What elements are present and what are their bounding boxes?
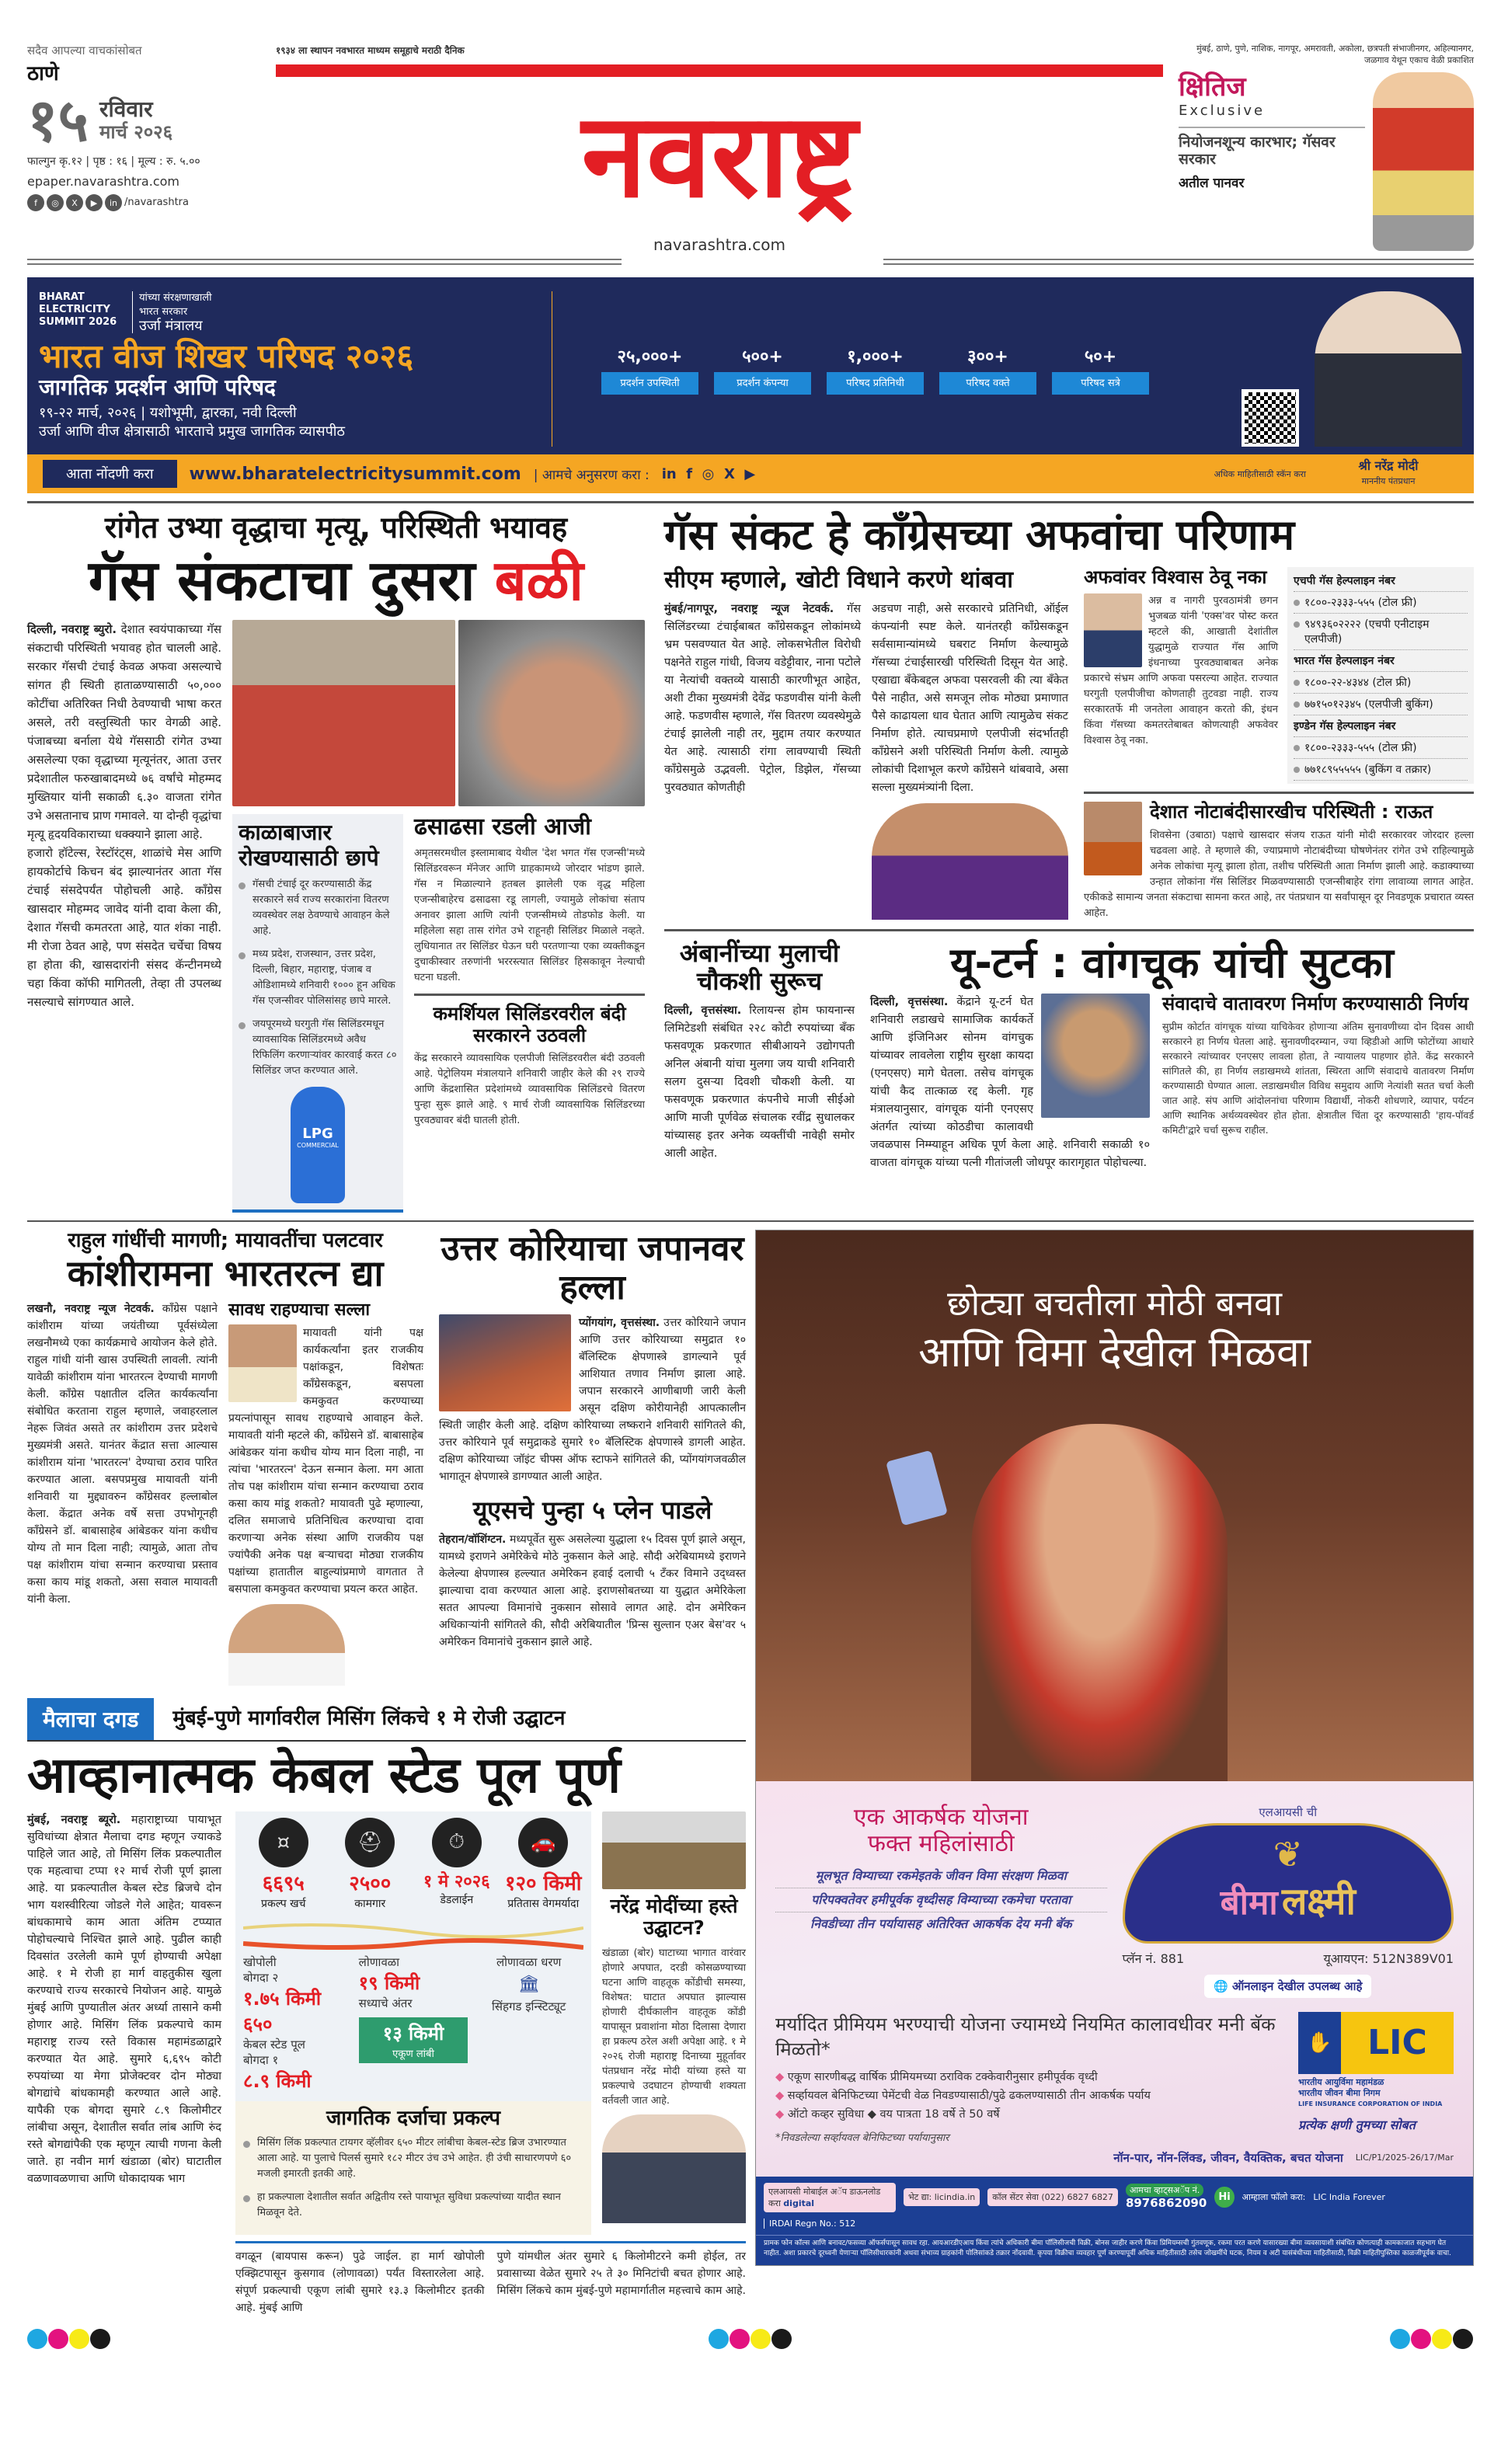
app-text: एलआयसी मोबाईल अॅप डाऊनलोड करा [768,2186,881,2208]
stat-value: १२० किमी [504,1871,582,1895]
instagram-icon[interactable]: ◎ [47,194,64,211]
stat-label: परिषद प्रतिनिधी [827,372,924,395]
congress-subhead: सीएम म्हणाले, खोटी विधाने करणे थांबवा [664,566,1014,594]
founded-line: १९३४ ला स्थापन नवभारत माध्यम समूहाचे मराठी दैनिक [276,45,465,56]
stopwatch-icon: ⏱ [432,1818,482,1867]
raid-point: जयपूरमध्ये घरगुती गॅस सिलिंडरमधून व्यावसायिक सिलिंडरमध्ये अवैध रिफिलिंग करणाऱ्यांवर कारवाई करत ८० सिलिंडर जप्त करण्यात आले. [239,1017,397,1079]
body-text: काँग्रेस पक्षाने कांशीराम यांच्या जयंतीच्या पूर्वसंध्येला लखनौमध्ये एका कार्यक्रमाचे आयोजन केले होते. राहुल गांधी यांनी खास उपस्थिती लावली. त्यांनी यावेळी कांशीराम यांना भारतरत्न देण्याची मागणी केली. काँग्रेस पक्षातील दलित कार्यकर्त्यांना संबोधित करताना राहुल म्हणाले, जवाहरलाल नेहरू जिवंत असते तर कांशीराम उत्तर प्रदेशचे मुख्यमंत्री असते. यानंतर केंद्रात सत्ता आल्यास कांशीराम यांना 'भारतरत्न' देण्याचा ठराव पारित करण्यात आला. बसपप्रमुख मायावती यांनी शनिवारी या मुद्द्यावरुन काँग्रेसवर हल्लाबोल केला. केंद्रात अनेक वर्षे सत्ता उपभोगूनही काँग्रेसने डॉ. बाबासाहेब आंबेडकर यांना कधीच योग्य तो मान दिला नाही; त्यामुळे, आता तोच पक्ष कांशीराम यांचा सन्मान करण्याचा प्रस्ताव कसा काय मांडू शकतो, असा सवाल मायावती यांनी केला. [27,1302,218,1606]
wangchuk-photo [1041,994,1150,1118]
editions: मुंबई, ठाणे, पुणे, नाशिक, नागपूर, अमरावती, अकोला, छत्रपती संभाजीनगर, अहिल्यानगर, जळगाव येथून एकाच वेळी प्रकाशित [1196,44,1474,65]
lic-headline-2: आणि विमा देखील मिळवा [918,1328,1311,1377]
social-row [662,466,755,482]
gas-story [27,511,645,1213]
lic-headline-1: छोट्या बचतीला मोठी बनवा [946,1283,1283,1324]
lic-feature: मूलभूत विम्याच्या रकमेइतके जीवन विमा संरक्षण मिळवा [775,1864,1107,1888]
call-center[interactable]: कॉल सेंटर सेवा (022) 6827 6827 [987,2188,1118,2206]
car-icon: 🚗 [518,1818,568,1867]
lic-name-hindi: भारतीय जीवन बीमा निगम [1298,2087,1381,2098]
section-rule [27,1220,1474,1222]
right-news [664,511,1474,1213]
world-class-point: हा प्रकल्पाला देशातील सर्वात अद्वितीय रस्ते पायाभूत सुविधा प्रकल्पांच्या यादीत स्थान मिळवून देते. [243,2190,583,2221]
linkedin-icon[interactable]: in [105,194,122,211]
body-text: रिलायन्स होम फायनान्स लिमिटेडशी संबंधित २२८ कोटी रुपयांच्या बँक फसवणूक प्रकरणात सीबीआयने उद्योगपती अनिल अंबानी यांचा मुलगा जय याची शनिवारी सलग दुसऱ्या दिवशी चौकशी केली. या फसवणूक प्रकरणात कंपनीचे माजी सीईओ आणि माजी पूर्णवेळ संचालक रवींद्र सुधालकर यांच्यासह इतर अनेक व्यक्तींची नावेही समोर आली आहेत. [664,1004,855,1161]
map-current-label: सध्याचे अंतर [358,1996,413,2010]
fadnavis-photo [872,803,1068,920]
raid-point: मध्य प्रदेश, राजस्थान, उत्तर प्रदेश, दिल्ली, बिहार, महाराष्ट्र, पंजाब व ओडिशामध्ये शनिवारी १००० हून अधिक गॅस एजन्सीवर पोलिसांसह छापे मारले. [239,947,397,1009]
world-class-title: जागतिक दर्जाचा प्रकल्प [326,2106,501,2130]
congress-headline: गॅस संकट हे काँग्रेसच्या अफवांचा परिणाम [664,510,1295,559]
wangchuk-story [870,939,1474,1172]
stat-value: १ मे २०२६ [423,1871,490,1892]
stat-value: ६६९५ [262,1871,305,1895]
raut-photo [1084,802,1142,875]
modi-inauguration-body: खंडाळा (बोर) घाटाच्या भागात वारंवार होणारे अपघात, दरडी कोसळण्याच्या घटना आणि वाहतूक कोंडीची समस्या, विशेषत: घाटात अपघात झाल्यास होणारी दीर्घकालीन वाहतूक कोंडी यापासून प्रवाशांना मोठा दिलासा देणारा हा प्रकल्प ठरेल अशी अपेक्षा आहे. १ मे २०२६ रोजी महाराष्ट्र दिनाच्या मुहूर्तावर पंतप्रधान नरेंद्र मोदी यांच्या हस्ते या प्रकल्पाचे उदघाटन होण्याची शक्यता वर्तवली जात आहे. [602,1947,746,2107]
lic-feature: निवडीच्या तीन पर्यायासह अतिरिक्त आकर्षक देय मनी बॅक [810,1916,1072,1931]
plan-name-a: बीमा [1220,1882,1278,1923]
stat-label: परिषद वक्ते [939,372,1036,395]
divider [414,994,645,996]
route-map [235,1917,591,2101]
butterfly-icon: ❦ [1273,1832,1304,1875]
helpline-box [1287,567,1474,784]
ministry-text: उर्जा मंत्रालय [139,318,203,334]
govt-emblem-block [132,291,211,333]
registration-dot-black [90,2329,110,2349]
us-body [439,1531,746,1651]
body-text: मध्यपूर्वेत सुरू असलेल्या युद्धाला १५ दिवस पूर्ण झाले असून, यामध्ये इराणने अमेरिकेचे मोठे नुकसान केले आहे. सौदी अरेबियामध्ये इराणने केलेल्या क्षेपणास्त्र हल्ल्यात अमेरिकन हवाई दलाची ५ टँकर विमाने उद्ध्वस्त झाल्याचा दावा करण्यात आला आहे. इराणसोबतच्या या युद्धात अमेरिकेला सतत आपल्या विमानांचे नुकसान सोसावे लागत आहे. दोन अमेरिकन अधिकाऱ्यांनी सांगितले की, सौदी अरेबियातील 'प्रिन्स सुल्तान एअर बेस'वर ५ अमेरिकन विमानांचे नुकसान झाले आहे. [439,1533,746,1648]
month-year: मार्च २०२६ [99,120,173,143]
rumor-title: अफवांवर विश्वास ठेवू नका [1084,566,1267,589]
wangchuk-headline: यू-टर्न : वांगचूक यांची सुटका [950,938,1394,987]
cartoon-brand: क्षितिज [1179,71,1246,103]
stat-label: प्रदर्शन उपस्थिती [601,372,698,395]
x-icon[interactable]: X [66,194,83,211]
plan-uin: यूआयएन: 512N389V01 [1323,1951,1454,1966]
stat-value: ३००+ [967,346,1008,367]
lic-social-handle[interactable]: LIC India Forever [1313,2192,1385,2203]
wangchuk-body [870,994,1150,1172]
us-headline: यूएसचे पुन्हा ५ प्लेन पाडले [472,1495,712,1526]
registration-dot-black [1453,2329,1473,2349]
social-icons [27,194,260,211]
stat-deadline [415,1818,499,1911]
registration-dot-cyan [709,2329,729,2349]
summit-subtitle: जागतिक प्रदर्शन आणि परिषद [39,374,276,401]
gas-headline-red: बळी [494,547,584,613]
ad-footer-bar [27,454,1474,493]
info-stats [235,1811,591,1917]
lic-name-marathi: भारतीय आयुर्विमा महामंडळ [1298,2076,1384,2087]
raid-point: गॅसची टंचाई दूर करण्यासाठी केंद्र सरकारने सर्व राज्य सरकारांना वितरण व्यवस्थेवर लक्ष ठेवण्याचे आवाहन केले आहे. [239,877,397,939]
dateline: दिल्ली, नवराष्ट्र ब्युरो. [27,622,117,637]
app-download-button[interactable] [764,2183,896,2212]
premium-line: मर्यादित प्रीमियम भरण्याची योजना ज्यामध्ये नियमित कालावधीवर मनी बॅक मिळतो* [775,2013,1276,2060]
registration-marks [27,2316,1474,2375]
summit-url[interactable]: www.bharatelectricitysummit.com [189,464,521,484]
cylinders-photo [232,620,455,806]
stat-label: प्रतितास वेगमर्यादा [507,1897,580,1910]
commercial-title: कमर्शियल सिलिंडरवरील बंदी सरकारने उठवली [433,1002,626,1046]
link-kicker: मुंबई-पुणे मार्गावरील मिसिंग लिंकचे १ मे रोजी उद्घाटन [172,1706,566,1730]
qr-code[interactable] [1242,389,1299,447]
lic-logo [1298,2012,1454,2074]
modi-column [602,1811,746,2235]
stat-label: कामगार [354,1897,386,1910]
stat-value: २५,०००+ [617,346,683,367]
lic-features [775,1864,1107,1936]
stat-value: ५०+ [1084,346,1117,367]
stat-speakers [939,344,1036,395]
electricity-summit-ad[interactable] [27,277,1474,493]
summit-title: भारत वीज शिखर परिषद २०२६ [39,337,414,375]
money-notes-icon [886,1450,948,1526]
dateline: मुंबई, नवराष्ट्र ब्यूरो. [27,1813,121,1826]
lic-bullet: ◆ एकूण सारणीबद्ध वार्षिक प्रीमियमच्या ठराविक टक्केवारीनुसार हमीपूर्वक वृध्दी [775,2070,1098,2083]
modi-photo [602,2114,746,2223]
body-text: देशात स्वयंपाकाच्या गॅस संकटाची परिस्थिती भयावह होत चालली आहे. सरकार गॅसची टंचाई केवळ अफवा असल्याचे सांगत ही स्थिती हाताळण्यासाठी ५०,००० कोटींचा अतिरिक्त निधी ठेवण्याची भाषा करत असले, तरी वस्तुस्थिती फार वेगळी आहे. पंजाबच्या बर्नाला येथे गॅससाठी रांगेत उभ्या असलेल्या एका वृद्धाच्या मृत्यूनंतर, आता उत्तर प्रदेशातील फरुखाबादमध्ये ७६ वर्षांचे मोहम्मद मुख्तियार यांनी सकाळी ६.३० वाजता रांगेत उभे असतानाच प्राण गमावले. या दोन्ही वृद्धांचा मृत्यू हृदयविकाराच्या धक्क्याने झाला आहे. [27,622,221,842]
lic-feature: परिपक्वतेवर हमीपूर्वक वृध्दीसह विम्याच्या रकमेचा परतावा [775,1888,1107,1912]
body-text: हजारो हॉटेल्स, रेस्टॉरंट्स, शाळांचे मेस आणि हायकोर्टाचे किचन बंद झाल्यानंतर आता गॅस टंचाई संसदेपर्यंत पोहोचली आहे. काँग्रेस खासदार मोहम्मद जावेद यांनी दावा केला की, देशात गॅसची कमतरता आहे, यात शंका नाही. मी रोजा ठेवत आहे, पण संसदेत चर्चेचा विषय हा होता की, खासदारांनी संसद कॅन्टीनमध्ये चहा किंवा कॉफी मागितली, तेव्हा ती उपलब्ध नसल्याचे सांगण्यात आले. [27,846,221,1010]
missing-link-strip [27,1698,746,1742]
lpg-label: LPG [302,1125,333,1142]
registration-dot-magenta [1411,2329,1431,2349]
header-info [27,43,260,254]
whatsapp-block[interactable] [1126,2184,1207,2210]
date-block [27,86,260,154]
cartoon-block [1179,72,1474,251]
youtube-icon[interactable]: ▶ [744,465,756,482]
congress-body-col2: अडचण नाही, असे सरकारचे प्रतिनिधी, ऑईल कंपन्यांनी स्पष्ट केले. यानंतरही काँग्रेसकडून सर्वसामान्यांमध्ये घबराट निर्माण केल्यामुळे गॅसच्या टंचाईसारखी परिस्थिती दिसून येत आहे. एखाद्या बँकेबद्दल अफवा पसरवली की त्या बँकेत पैसे नाहीत, असे समजून लोक मोठ्या प्रमाणात पैसे काढायला धाव घेतात आणि त्यामुळेच संकट निर्माण होते. त्याचप्रमाणे एलपीजी संदर्भातही काँग्रेसने अशी परिस्थिती निर्माण केली. त्यामुळे लोकांची दिशाभूल करणे काँग्रेसने थांबवावे, असा सल्ला मुख्यमंत्र्यांनी दिला. [872,602,1068,794]
route-lines [243,1920,583,1951]
pm-name: श्री नरेंद्र मोदी [1358,458,1419,473]
whatsapp-label: आमचा व्हाट्सअॅप नं. [1126,2184,1203,2197]
patron-text: यांच्या संरक्षणाखाली [139,292,212,304]
bridge-photo [602,1811,746,1889]
stat-value: ५००+ [742,346,783,367]
header-right [1179,43,1474,254]
mayawati-side-title: सावध राहण्याचा सल्ला [228,1300,371,1320]
helpline-number: ९४९३६०२२२२ (एचपी एनीटाइम एलपीजी) [1294,614,1468,650]
lic-disclaimer: प्रामक फोन कॉल्स आणि बनावट/फसव्या ऑफर्सपासून सावध रहा. आयआरडीएआय किंवा त्यांचे अधिकारी बीमा पॉलिसीजची विक्री, बोनस जाहीर करणे किंवा प्रिमियम्सची गुंतवणूक, रकमा परत करणे यासारख्या बीमा व्यवसायाशी संबंधित कोणत्याही कामकाजात सहभाग घेत नाहीत. अशा प्रकारचे दूरध्वनी येणाऱ्या पॉलिसीधारकांनी अथवा संभाव्य ग्राहकांनी पोलिसांकडे तक्रार नोंदवावी. कृपया विक्रीचा व्यवहार पूर्ण करण्यापूर्वी अधिक माहितीसाठी तसेच जोखमींचे घटक, नियम व अटी यासंबंधीच्या माहितीसाठी, विक्री माहितीपुस्तिका काळजीपूर्वक वाचा. [756,2235,1473,2265]
plan-number: प्लॅन नं. 881 [1122,1951,1185,1966]
header [27,0,1474,254]
registration-dot-cyan [1390,2329,1410,2349]
x-icon[interactable]: X [723,465,735,482]
kanshiram-story [27,1230,423,1686]
helpline-number: ७७१८९५५५५५ (बुकिंग व तक्रार) [1294,759,1468,781]
ad-pink-panel [756,1781,1473,2177]
lpg-sublabel: COMMERCIAL [297,1141,339,1149]
kanshiram-body [27,1300,218,1686]
facebook-icon[interactable]: f [27,194,44,211]
masthead [276,64,1163,235]
section-lower [27,1230,1474,2316]
map-current-distance: १९ किमी [358,1972,420,1994]
section-top-news [27,511,1474,1213]
map-lonavala: लोणावळा [358,1954,400,1969]
section-rule [27,501,1474,503]
stat-cost [242,1818,326,1911]
pm-title: माननीय पंतप्रधान [1361,476,1416,486]
old-route [243,1925,583,1937]
map-sinhgad: सिंहगड इन्स्टिट्यूट [491,1999,566,2013]
globe-icon: 🌐 [1214,1979,1232,1993]
stat-label: प्रकल्प खर्च [261,1897,306,1910]
ad-photo-background [756,1230,1473,1781]
korea-headline: उत्तर कोरियाचा जपानवर हल्ला [441,1228,744,1308]
lic-offer-1: एक आकर्षक योजना [853,1803,1029,1831]
qr-caption: अधिक माहितीसाठी स्कॅन करा [1214,468,1306,479]
link-body [27,1811,221,2316]
lic-wordmark: LIC [1341,2012,1454,2074]
edition-city: ठाणे [27,62,59,85]
money-icon: ¤ [259,1818,308,1867]
registration-dot-black [771,2329,792,2349]
elderly-woman-photo [458,620,645,806]
lic-bullet-text: एकूण सारणीबद्ध वार्षिक प्रीमियमच्या ठराविक टक्केवारीनुसार हमीपूर्वक वृध्दी [787,2070,1098,2083]
summit-tagline: उर्जा आणि वीज क्षेत्रासाठी भारताचे प्रमुख जागतिक व्यासपीठ [39,423,345,440]
raids-title: काळाबाजार रोखण्यासाठी छापे [239,820,379,871]
raut-title: देशात नोटाबंदीसारखीच परिस्थिती : राऊत [1150,801,1433,823]
stat-value: २५०० [349,1871,392,1895]
gas-kicker: रांगेत उभ्या वृद्धाचा मृत्यू, परिस्थिती भयावह [104,510,568,545]
stat-speed [502,1818,586,1911]
instagram-icon[interactable]: ◎ [702,465,715,482]
kanshiram-headline: कांशीरामना भारतरत्न द्या [67,1251,384,1294]
congress-story [664,567,1068,921]
govt-text: भारत सरकार [139,306,188,318]
registration-dot-yellow [1432,2329,1452,2349]
plan-type: नॉन-पार, नॉन-लिंक्ड, जीवन, वैयक्तिक, बचत योजना [1113,2150,1343,2165]
mayawati-photo [228,1324,297,1402]
congress-body-col1 [664,600,861,920]
modi-inauguration-title: नरेंद्र मोदींच्या हस्ते उद्घाटन? [610,1894,738,1940]
stat-sessions [1052,344,1149,395]
korea-us-column [439,1230,746,1686]
missile-launch-photo [439,1314,571,1411]
weekday: रविवार [99,96,153,122]
irdai-reg: IRDAI Regn No.: 512 [764,2219,855,2229]
stat-delegates [827,344,924,395]
cartoon-illustration [1373,72,1474,251]
lic-slogan: प्रत्येक क्षणी तुमच्या सोबत [1298,2117,1416,2132]
bima-lakshmi-logo [1123,1823,1454,1944]
commercial-body: केंद्र सरकारने व्यावसायिक एलपीजी सिलिंडरवरील बंदी उठवली आहे. पेट्रोलियम मंत्रालयाने शनिवारी जाहीर केले की २९ राज्ये आणि केंद्रशासित प्रदेशांमध्ये व्यावसायिक सिलिंडरचे वितरण पुन्हा सुरू झाले आहे. ९ मार्च रोजी व्यावसायिक सिलिंडरच्या पुरवठ्यावर बंदी घातली होती. [414,1053,645,1127]
header-rules [27,259,1474,265]
lic-name-english: LIFE INSURANCE CORPORATION OF INDIA [1298,2100,1443,2107]
plan-name-b: लक्ष्मी [1281,1879,1356,1923]
aaji-title: ढसाढसा रडली आजी [414,813,591,841]
new-route [243,1940,583,1947]
helpline-number: ७७१५०१२३४५ (एलपीजी बुकिंग) [1294,694,1468,715]
korea-body [439,1314,746,1485]
epaper-link[interactable]: epaper.navarashtra.com [27,174,179,190]
bhujbal-photo [1084,593,1142,667]
stat-workers [329,1818,413,1911]
body-text: महाराष्ट्राच्या पायाभूत सुविधांच्या क्षेत्रात मैलाचा दगड म्हणून ज्याकडे पाहिले जात आहे, तो मिसिंग लिंक प्रकल्पातील एक महत्वाचा टप्पा १२ मार्च रोजी पूर्ण झाला आहे. या प्रकल्पातील केबल स्टेड ब्रिजचे दोन भाग यशस्वीरित्या जोडले गेले आहेत; यावरून बांधकामाचे काम आता अंतिम टप्प्यात पोहोचल्याचे निश्चित झाले आहे. पुढील काही दिवसांत उरलेली कामे पूर्ण होण्याची अपेक्षा आहे. १ मे रोजी हा मार्ग वाहतुकीस खुला करण्याचे राज्य सरकारचे नियोजन आहे. यामुळे मुंबई आणि पुण्यातील अंतर अर्ध्या तासाने कमी होणार आहे. मिसिंग लिंक प्रकल्पाचे काम महाराष्ट्र राज्य रस्ते विकास महामंडळाद्वारे करण्यात येत आहे. सुमारे ६,६९५ कोटी रुपयांच्या या मेगा प्रोजेक्टवर दोन मोठ्या बोगद्यांचे बांधकामही करण्यात आले आहे. यापैकी एक बोगदा सुमारे ८.९ किलोमीटर लांबीचा असून, देशातील सर्वात लांब आणि रुंद रस्ते बोगद्यांपैकी एक म्हणून त्याची गणना केली जाते. हा नवीन मार्ग खंडाळा (बोर) घाटातील वळणावळणाचा आणि धोकादायक भाग [27,1813,221,2185]
map-tunnel2: बोगदा २ [243,1970,279,1985]
lic-bima-lakshmi-ad[interactable] [755,1230,1474,2266]
helpline-number: १८००-२२-४३४४ (टोल फ्री) [1294,672,1468,694]
whatsapp-hi-icon: Hi [1214,2187,1234,2208]
stat-visitors [601,344,698,395]
raut-story [1084,802,1474,921]
lic-footer [756,2177,1473,2265]
pm-photo [1315,291,1462,447]
map-tunnel1-length: ८.९ किमी [243,2069,312,2092]
aaji-body: अमृतसरमधील इस्लामाबाद येथील 'देश भगत गॅस एजन्सी'मध्ये सिलिंडरवरून मॅनेजर आणि ग्राहकामध्ये जोरदार भांडण झाले. गॅस न मिळाल्याने हतबल झालेली एक वृद्ध महिला एजन्सीबाहेरच ढसाढसा रडू लागली, ज्यामुळे लोकांचा संताप अनावर झाला आणि त्यांनी एजन्सीमध्ये तोडफोड केली. या महिलेला सहा तास रांगेत उभे राहूनही सिलिंडर मिळाले नव्हते. लुधियानात तर सिलिंडर घेऊन घरी परतणाऱ्या एका व्यक्तीकडून दुचाकीस्वार तरुणांनी भररस्त्यात सिलिंडर हिसकावून नेल्याची घटना घडली. [414,847,645,983]
total-length-box [359,2017,468,2063]
masthead-block [276,43,1163,254]
linkedin-icon[interactable]: in [661,465,677,482]
divider [1084,792,1474,794]
raut-body: शिवसेना (उबाठा) पक्षाचे खासदार संजय राऊत यांनी मोदी सरकारवर जोरदार हल्ला चढवला आहे. ते म्हणाले की, ज्याप्रमाणे नोटाबंदीच्या घोषणेनंतर रांगेत उभे राहिल्यामुळे अनेक लोकांचा मृत्यू झाला होता, तशीच परिस्थिती आता निर्माण झाली आहे. कडाक्याच्या उन्हात लोकांना गॅस सिलिंडर मिळवण्यासाठी एजन्सीबाहेर रांगा लावाव्या लागत आहेत. एकीकडे सामान्य जनता संकटाचा सामना करत आहे, तर पंतप्रधान या सर्वांपासून दूर निवडणूक प्रचारात व्यस्त आहेत. [1084,829,1474,919]
dateline: दिल्ली, वृत्तसंस्था. [664,1004,742,1018]
woman-photo [971,1424,1228,1781]
lic-bullet: ◆ सर्व्हायवल बेनिफिटच्या पेमेंटची वेळ निवडण्यासाठी/पुढे ढकलण्यासाठी तीन आकर्षक पर्याय [775,2089,1151,2102]
map-dam: लोणावळा धरण [496,1954,562,1969]
visit-link[interactable]: भेट द्या: licindia.in [904,2188,980,2206]
cartoon-artist: अतील पानवर [1179,175,1245,191]
social-handle: /navarashtra [124,197,189,209]
youtube-icon[interactable]: ▶ [85,194,103,211]
lic-footnote: *निवडलेल्या सर्व्हायवल बेनिफिटच्या पर्यायानुसार [775,2132,949,2144]
body-text: केंद्राने यू-टर्न घेत शनिवारी लडाखचे सामाजिक कार्यकर्ते आणि इंजिनिअर सोनम वांगचुक यांच्यावर लावलेला राष्ट्रीय सुरक्षा कायदा (एनएसए) मागे घेतला. तसेच वांगचूक यांची कैद तात्काळ रद्द केली. गृह मंत्रालयानुसार, वांगचूक यांनी एनएसए अंतर्गत त्यांच्या कोठडीचा कालावधी जवळपास निम्म्याहून अधिक पूर्ण केला आहे. शनिवारी सकाळी १० वाजता वांगचूक यांच्या पत्नी गीतांजली जोधपूर कारागृहात पोहोचल्या. [870,995,1150,1169]
institute-icon: 🏛 [517,1974,540,1994]
cartoon-caption: नियोजनशून्य कारभार; गॅसवर सरकार [1179,127,1365,169]
link-body-bottom-1: वगळून (बायपास करून) पुढे जाईल. हा मार्ग खोपोली एक्झिटपासून कुसगाव (लोणावळा) पर्यंत विस्तारलेला आहे. संपूर्ण प्रकल्पाची एकूण लांबी सुमारे १३.३ किलोमीटर इतकी आहे. मुंबई आणि [235,2250,485,2314]
registration-dot-yellow [750,2329,771,2349]
wangchuk-side: सुप्रीम कोर्टात वांगचूक यांच्या याचिकेवर होणाऱ्या अंतिम सुनावणीच्या दोन दिवस आधी सरकारने हा निर्णय घेतला आहे. सुनावणीदरम्यान, ज्या व्हिडीओ आणि फोटोंच्या आधारे सरकारने त्यांच्यावर एनएसए लावला होता, ते न्यायालय पाहणार होते. केंद्र सरकारने सांगितले की, हा निर्णय लडाखमध्ये शांतता, स्थिरता आणि संवादाचे वातावरण निर्माण करण्यासाठी घेण्यात आला. लडाखमधील विविध समुदाय आणि नेत्यांशी सतत चर्चा केली जात आहे. संप आणि आंदोलनांचा परिणाम विद्यार्थी, नोकरी शोधणारे, व्यापार, पर्यटन आणि स्थानिक अर्थव्यवस्थेवर होत होता. क्षेत्रातील चिंता दूर करण्यासाठी 'हाय-पॉवर्ड कमिटी'द्वारे चर्चा सुरूच राहील. [1162,1021,1474,1136]
total-length: १३ किमी [382,2022,444,2045]
online-text: ऑनलाइन देखील उपलब्ध आहे [1231,1979,1363,1993]
registration-dot-yellow [69,2329,89,2349]
pm-caption [1318,459,1458,489]
online-badge [1204,1975,1371,1998]
lic-bullets [775,2068,1283,2124]
body-text: उत्तर कोरियाने जपान आणि उत्तर कोरियाच्या समुद्रात १० बॅलिस्टिक क्षेपणास्त्रे डागल्याने पूर्व आशियात तणाव निर्माण झाला आहे. जपान सरकारने आणीबाणी जारी केली असून दक्षिण कोरीयानेही आपत्कालीन स्थिती जाहीर केली आहे. दक्षिण कोरियाच्या लष्कराने शनिवारी सांगितले की, उत्तर कोरियाने पूर्व समुद्राकडे सुमारे १० बॅलिस्टिक क्षेपणास्त्रे डागली आहेत. दक्षिण कोरियाच्या जॉइंट चीफ्स ऑफ स्टाफने सांगितले की, प्योंगयांगजवळील भागातून क्षेपणास्त्रे डागण्यात आली आहेत. [439,1317,746,1484]
dateline: प्योंगयांग, वृत्तसंस्था. [579,1317,660,1330]
rahul-gandhi-photo [228,1604,345,1686]
divider [664,929,1474,931]
world-class-point: मिसिंग लिंक प्रकल्पात टायगर व्हॅलीवर ६५० मीटर लांबीचा केबल-स्टेड ब्रिज उभारण्यात आला आहे. या पुलाचे पिलर्स सुमारे १८२ मीटर उंच उभे आहेत. ही उंची साधारणपणे ६० मजली इमारती इतकी आहे. [243,2135,583,2182]
masthead-logo: नवराष्ट्र [581,89,858,224]
follow-label: | आमचे अनुसरण करा : [533,467,650,483]
helpline-number: १८००-२३३३-५५५ (टोल फ्री) [1294,737,1468,759]
header-rule-right [883,259,1474,265]
whatsapp-number: 8976862090 [1125,2196,1207,2211]
stat-label: प्रदर्शन कंपन्या [714,372,811,395]
ambani-headline: अंबानींच्या मुलाची चौकशी सुरूच [679,938,840,997]
raids-box [232,814,403,1212]
tagline-left: सदैव आपल्या वाचकांसोबत [27,44,142,57]
header-rule-left [27,259,622,265]
lower-left [27,1230,746,2316]
summit-logo: BHARAT ELECTRICITY SUMMIT 2026 [39,291,117,328]
dateline: दिल्ली, वृत्तसंस्था. [870,995,949,1008]
lic-offer-2: फक्त महिलांसाठी [867,1830,1015,1858]
map-khopoli: खोपोली [243,1954,277,1969]
link-body-bottom-2: पुणे यांमधील अंतर सुमारे ६ किलोमीटरने कमी होईल, तर प्रवासाच्या वेळेत सुमारे २५ ते ३० मिनिटांची बचत होणार आहे. मिसिंग लिंकचे काम मुंबई-पुणे महामार्गातील महत्त्वाचे काम आहे. [496,2250,746,2297]
map-tunnel1: बोगदा १ [243,2052,279,2067]
helpline-title: इण्डेन गॅस हेल्पलाइन नंबर [1294,715,1468,737]
dateline: मुंबई/नागपूर, नवराष्ट्र न्यूज नेटवर्क. [664,602,834,615]
sidebar [1084,567,1474,921]
ambani-story [664,939,855,1172]
register-button[interactable]: आता नोंदणी करा [43,460,177,488]
ambani-body [664,1002,855,1163]
registration-dot-magenta [48,2329,68,2349]
date-day: १५ [27,85,89,155]
link-headline: आव्हानात्मक केबल स्टेड पूल पूर्ण [27,1746,621,1804]
helpline-title: एचपी गॅस हेल्पलाइन नंबर [1294,570,1468,592]
follow-label: आम्हाला फॉलो करा: [1242,2192,1306,2203]
lic-bullet-text: ऑटो कव्हर सुविधा ◆ वय पात्रता 18 वर्षे ते 50 वर्षे [787,2107,1000,2121]
cartoon-exclusive: Exclusive [1179,103,1266,120]
lic-names [1298,2077,1454,2110]
map-bridge-length: ६५० [243,2013,273,2035]
milestone-tag: मैलाचा दगड [27,1698,154,1740]
stat-exhibitors [714,344,811,395]
ad-code: LIC/P1/2025-26/17/Mar [1355,2153,1454,2163]
body-text: गॅस सिलिंडरच्या टंचाईबाबत काँग्रेसकडून लोकांमध्ये भ्रम पसवण्यात येत आहे. लोकसभेतील विरोधी पक्षनेते राहुल गांधी, विजय वडेट्टीवार, नाना पटोले या नेत्यांची वक्तव्ये यासाठी कारणीभूत आहेत, अशी टीका मुख्यमंत्री देवेंद्र फडणवीस यांनी केली आहे. फडणवीस म्हणाले, गॅस वितरण व्यवस्थेमुळे टंचाई झालेली नाही तर, मुद्दाम तयार करण्यात येत आहे. त्यासाठी रांगा लावण्याची स्थिती काँग्रेसमुळे उद्भवली. पेट्रोल, डिझेल, गॅसच्या पुरवठ्यात कोणतीही [664,602,861,794]
stats-panel [552,291,1182,447]
dateline: लखनौ, नवराष्ट्र न्यूज नेटवर्क. [27,1302,155,1315]
facebook-icon[interactable]: f [686,465,693,482]
gas-headline [27,548,645,613]
summit-dates: १९-२२ मार्च, २०२६ | यशोभूमी, द्वारका, नवी दिल्ली [39,405,297,422]
lic-contact-row [756,2177,1473,2235]
lpg-cylinder-image [291,1087,345,1203]
helpline-number: १८००-२३३३-५५५ (टोल फ्री) [1294,592,1468,614]
dateline: तेहरान/वॉशिंग्टन. [439,1533,507,1546]
stat-label: डेडलाईन [440,1893,474,1906]
map-bridge: केबल स्टेड पूल [243,2037,305,2052]
map-tunnel2-length: १.७५ किमी [243,1987,322,2010]
lic-bullet-text: सर्व्हायवल बेनिफिटच्या पेमेंटची वेळ निवडण्यासाठी/पुढे ढकलण्यासाठी तीन आकर्षक पर्याय [787,2089,1151,2102]
lic-hands-emblem-icon: ✋ [1298,2012,1341,2074]
registration-dot-cyan [27,2329,47,2349]
worker-icon: ⛑ [345,1818,395,1867]
wangchuk-subhead: संवादाचे वातावरण निर्माण करण्यासाठी निर्णय [1162,992,1469,1014]
issue-info: फाल्गुन कृ.१२ | पृष्ठ : १६ | मूल्य : रु. ५.०० [27,155,200,169]
registration-dot-magenta [730,2329,750,2349]
stat-value: १,०००+ [847,346,904,367]
total-length-label: एकूण लांबी [392,2048,434,2060]
helpline-title: भारत गॅस हेल्पलाइन नंबर [1294,650,1468,672]
gas-headline-main: गॅस संकटाचा दुसरा [88,547,495,613]
stat-label: परिषद सत्रे [1052,372,1149,395]
rumor-body: अन्न व नागरी पुरवठामंत्री छगन भुजबळ यांनी 'एक्स'वर पोस्ट करत म्हटले की, आखाती देशांतील युद्धामुळे राज्यात गॅस आणि इंधनाच्या पुरवठ्याबाबत अनेक प्रकारचे संभ्रम आणि अफवा पसरल्या आहेत. राज्यात घरगुती एलपीजीचा कोणताही तुटवडा नाही. राज्य सरकारतर्फे मी जनतेला आवाहन करतो की, इंधन किंवा गॅसच्या कमतरतेबाबत कोणत्याही अफवेवर विश्वास ठेवू नका. [1084,594,1278,747]
gas-body [27,620,221,1212]
link-infographic [235,1811,591,2235]
lic-bullet: ◆ ऑटो कव्हर सुविधा ◆ वय पात्रता 18 वर्षे ते 50 वर्षे [775,2107,1000,2121]
website[interactable]: navarashtra.com [653,235,785,254]
digital-logo: digital [783,2198,815,2208]
kanshiram-kicker: राहुल गांधींची मागणी; मायावतींचा पलटवार [68,1228,383,1252]
mayawati-side-body: मायावती यांनी पक्ष कार्यकर्त्यांना इतर राजकीय पक्षांकडून, विशेषतः काँग्रेसकडून, बसपला कमकुवत करण्याच्या प्रयत्नांपासून सावध राहण्याचे आवाहन केले. मायावती यांनी म्हटले की, काँग्रेसने डॉ. बाबासाहेब आंबेडकर यांना कधीच योग्य मान दिला नाही, ना त्यांचा 'भारतरत्न' देऊन सन्मान केला. मग आता तोच पक्ष कांशीराम यांचा सन्मान करण्याचा ठराव कसा काय मांडू शकतो? मायावती पुढे म्हणाल्या, दलित समाजाचे प्रतिनिधित्व करण्याचा दावा करणाऱ्या अनेक संस्था आणि राजकीय पक्ष ज्यांपैकी अनेक पक्ष बऱ्याचदा मोठ्या राजकीय पक्षांच्या हातातील बाहुल्यांप्रमाणे वागतात ते बसपाला कमकुवत करण्याचा प्रयत्न करत आहेत. [228,1326,423,1596]
lic-of: एलआयसी ची [1259,1804,1318,1819]
